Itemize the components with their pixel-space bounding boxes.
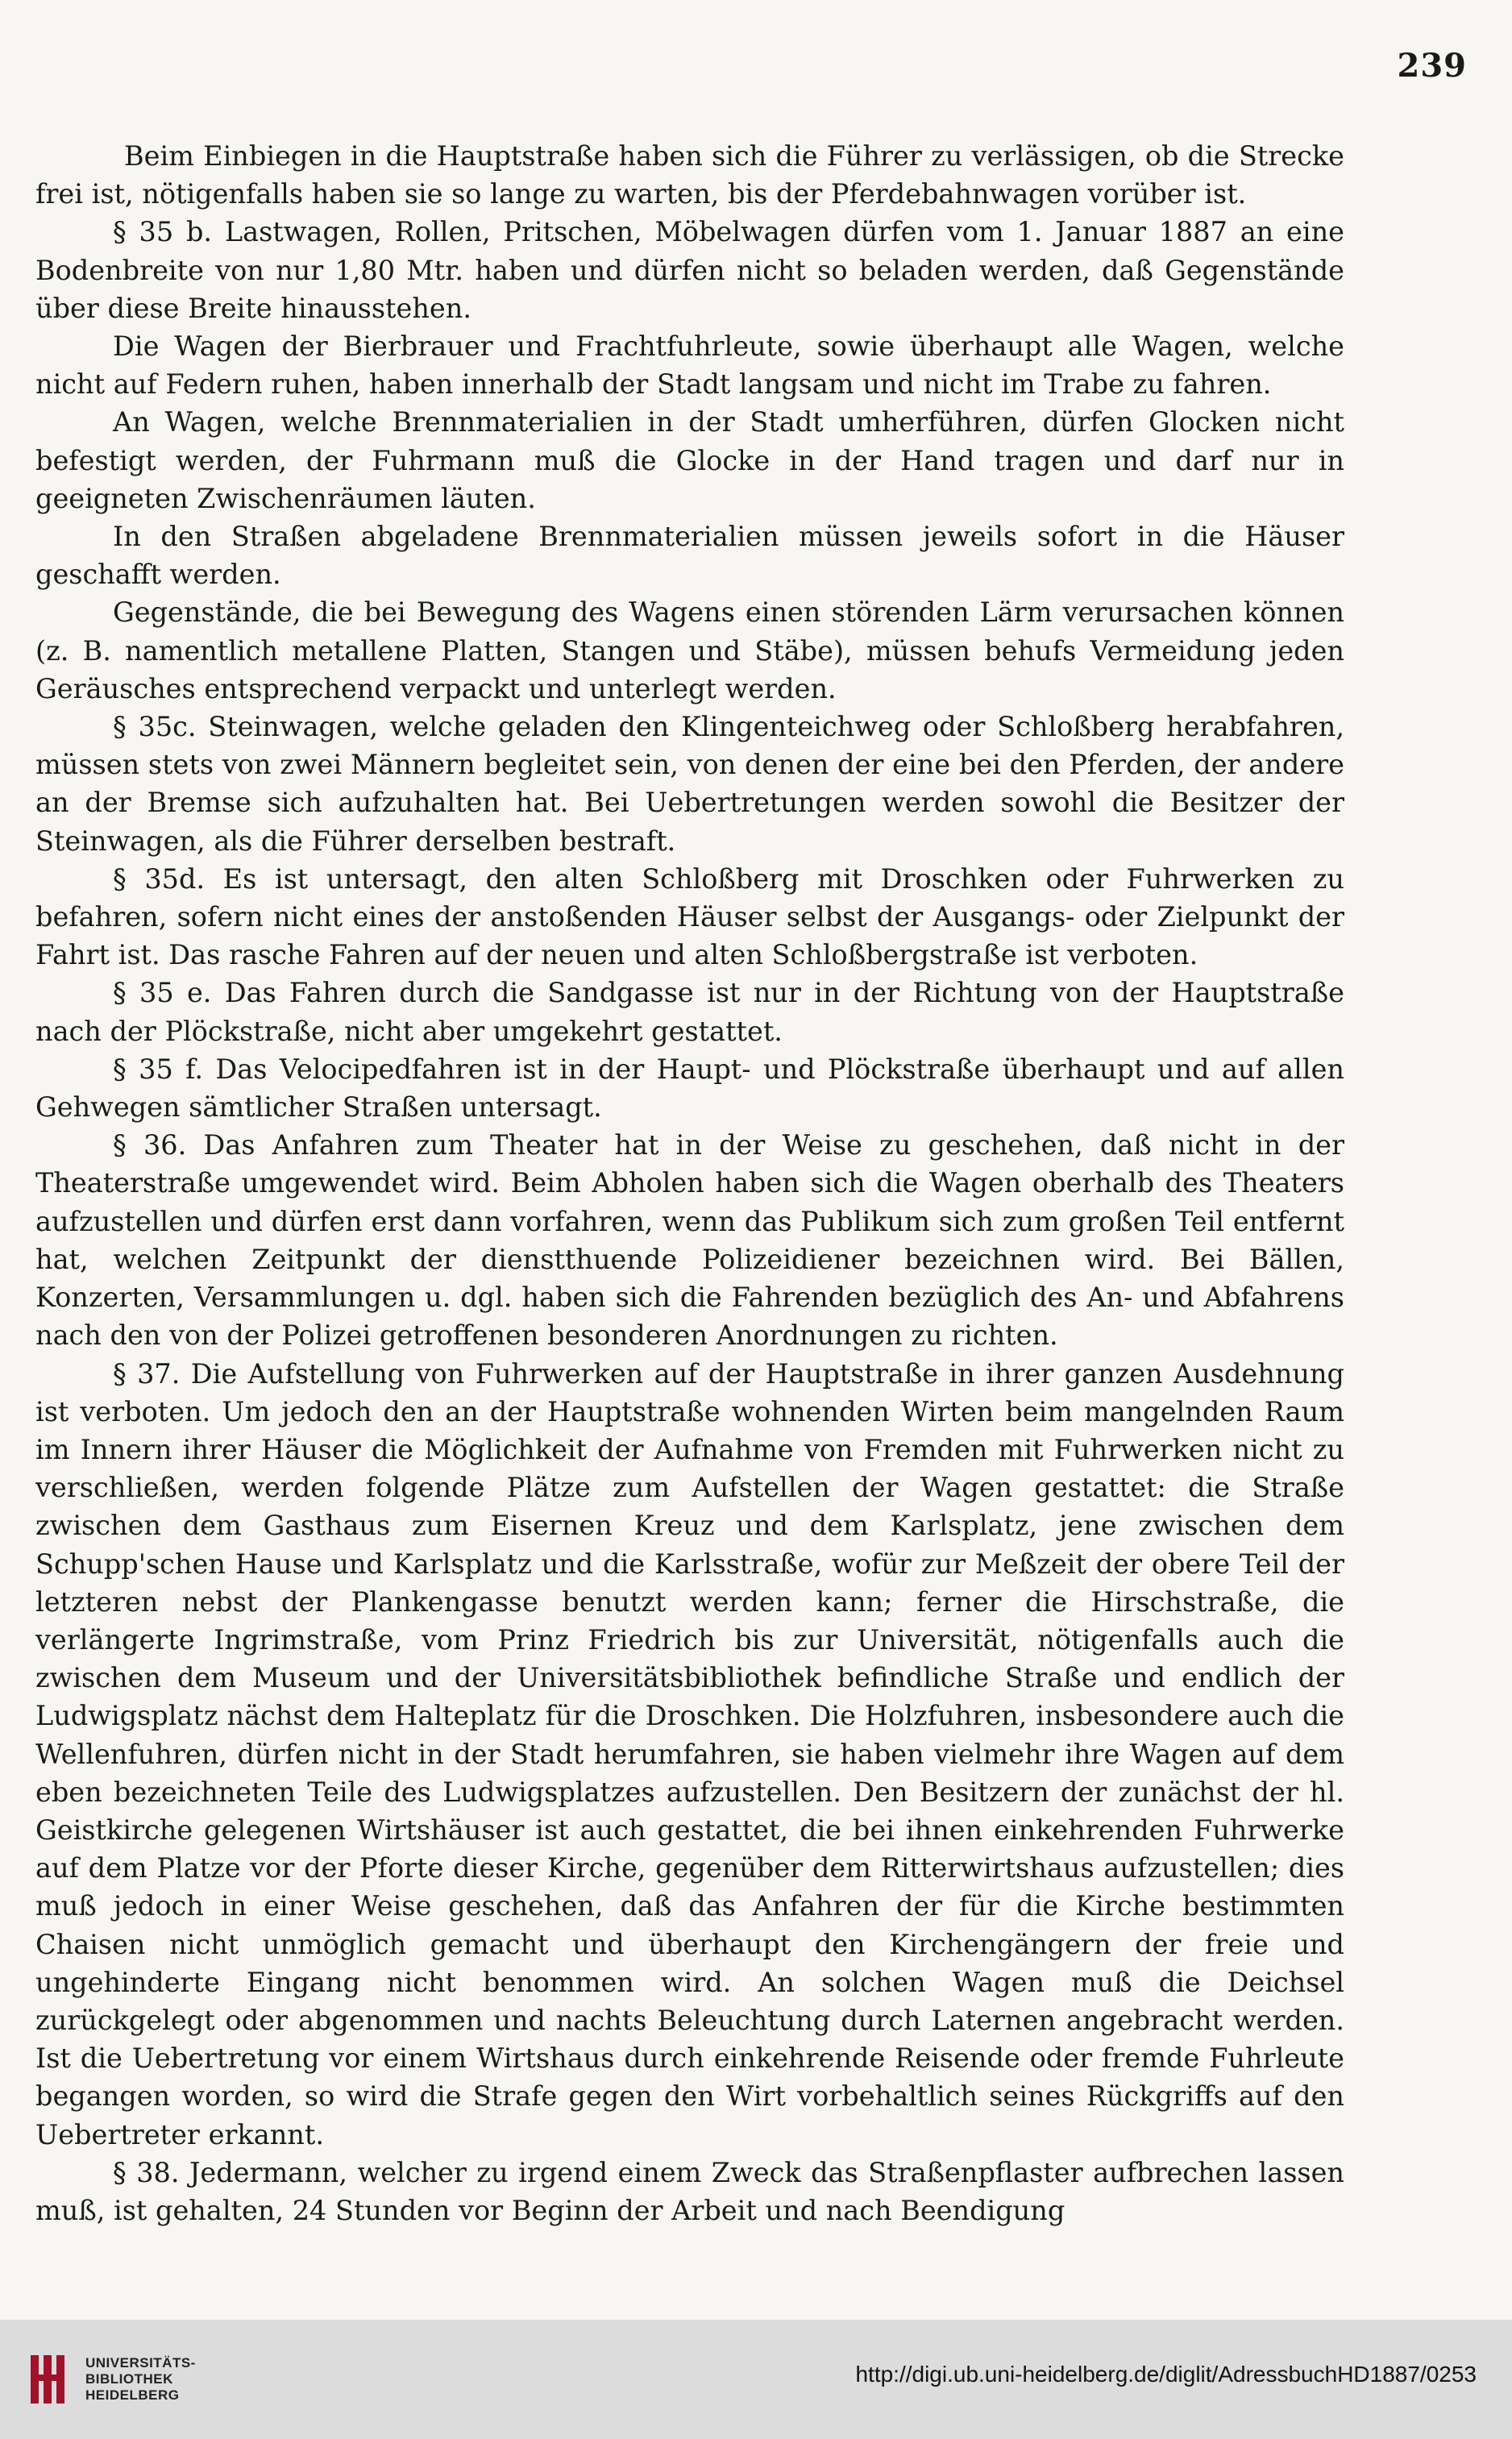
- library-name: [85, 2355, 196, 2404]
- logo-line: UNIVERSITÄTS-: [85, 2355, 196, 2370]
- paragraph: Beim Einbiegen in die Hauptstraße haben sich die Führer zu verlässigen, ob die Strecke frei ist, nötigenfalls haben sie so lange zu warten, bis der Pferdebahnwagen vorüber ist.: [35, 140, 1344, 210]
- logo-line: BIBLIOTHEK: [85, 2371, 173, 2387]
- page-number: 239: [1397, 47, 1467, 85]
- paragraph: Gegenstände, die bei Bewegung des Wagens einen störenden Lärm verursachen können (z. B. namentlich metallene Platten, Stangen und Stäbe), müssen behufs Vermeidung jeden Geräusches entsprechend verpackt und unterlegt werden.: [35, 596, 1344, 704]
- paragraph: § 35 e. Das Fahren durch die Sandgasse ist nur in der Richtung von der Hauptstraße nach der Plöckstraße, nicht aber umgekehrt gestattet.: [35, 977, 1344, 1047]
- paragraph: § 35d. Es ist untersagt, den alten Schloßberg mit Droschken oder Fuhrwerken zu befahren, sofern nicht eines der anstoßenden Häuser selbst der Ausgangs- oder Zielpunkt der Fahrt ist. Das rasche Fahren auf der neuen und alten Schloßbergstraße ist verboten.: [35, 862, 1344, 971]
- library-logo[interactable]: [27, 2344, 237, 2416]
- paragraph: In den Straßen abgeladene Brennmaterialien müssen jeweils sofort in die Häuser geschafft werden.: [35, 521, 1344, 591]
- paragraph: § 38. Jedermann, welcher zu irgend einem Zweck das Straßenpflaster aufbrechen lassen muß, ist gehalten, 24 Stunden vor Beginn der Arbeit und nach Beendigung: [35, 2156, 1344, 2226]
- paragraph: § 35 f. Das Velocipedfahren ist in der Haupt- und Plöckstraße überhaupt und auf allen Gehwegen sämtlicher Straßen untersagt.: [35, 1053, 1344, 1124]
- footer-bar: [0, 2320, 1512, 2439]
- paragraph: § 36. Das Anfahren zum Theater hat in der Weise zu geschehen, daß nicht in der Theaterstraße umgewendet wird. Beim Abholen haben sich die Wagen oberhalb des Theaters aufzustellen und dürfen erst dann vorfahren, wenn das Publikum sich zum großen Teil entfernt hat, welchen Zeitpunkt der dienstthuende Polizeidiener bezeichnen wird. Bei Bällen, Konzerten, Versammlungen u. dgl. haben sich die Fahrenden bezüglich des An- und Abfahrens nach den von der Polizei getroffenen besonderen Anordnungen zu richten.: [35, 1129, 1344, 1352]
- body-text: [35, 137, 1344, 2229]
- logo-line: HEIDELBERG: [85, 2387, 180, 2403]
- paragraph: § 37. Die Aufstellung von Fuhrwerken auf der Hauptstraße in ihrer ganzen Ausdehnung ist verboten. Um jedoch den an der Hauptstraße wohnenden Wirten beim mangelnden Raum im Innern ihrer Häuser die Möglichkeit der Aufnahme von Fremden mit Fuhrwerken nicht zu verschließen, werden folgende Plätze zum Aufstellen der Wagen gestattet: die Straße zwischen dem Gasthaus zum Eisernen Kreuz und dem Karlsplatz, jene zwischen dem Schupp'schen Hause und Karlsplatz und die Karlsstraße, wofür zur Meßzeit der obere Teil der letzteren nebst der Plankengasse benutzt werden kann; ferner die Hirschstraße, die verlängerte Ingrimstraße, vom Prinz Friedrich bis zur Universität, nötigenfalls auch die zwischen dem Museum und der Universitätsbibliothek befindliche Straße und endlich der Ludwigsplatz nächst dem Halteplatz für die Droschken. Die Holzfuhren, insbesondere auch die Wellenfuhren, dürfen nicht in der Stadt herumfahren, sie haben vielmehr ihre Wagen auf dem eben bezeichneten Teile des Ludwigsplatzes aufzustellen. Den Besitzern der zunächst der hl. Geistkirche gelegenen Wirtshäuser ist auch gestattet, die bei ihnen einkehrenden Fuhrwerke auf dem Platze vor der Pforte dieser Kirche, gegenüber dem Ritterwirtshaus aufzustellen; dies muß jedoch in einer Weise geschehen, daß das Anfahren der für die Kirche bestimmten Chaisen nicht unmöglich gemacht und überhaupt den Kirchengängern der freie und ungehinderte Eingang nicht benommen wird. An solchen Wagen muß die Deichsel zurückgelegt oder abgenommen und nachts Beleuchtung durch Laternen angebracht werden. Ist die Uebertretung vor einem Wirtshaus durch einkehrende Reisende oder fremde Fuhrleute begangen worden, so wird die Strafe gegen den Wirt vorbehaltlich seines Rückgriffs auf den Uebertreter erkannt.: [35, 1357, 1344, 2150]
- paragraph: § 35 b. Lastwagen, Rollen, Pritschen, Möbelwagen dürfen vom 1. Januar 1887 an eine Bodenbreite von nur 1,80 Mtr. haben und dürfen nicht so beladen werden, daß Gegenstände über diese Breite hinausstehen.: [35, 216, 1344, 324]
- source-url-link[interactable]: http://digi.ub.uni-heidelberg.de/diglit/AdressbuchHD1887/0253: [855, 2362, 1477, 2387]
- paragraph: § 35c. Steinwagen, welche geladen den Klingenteichweg oder Schloßberg herabfahren, müssen stets von zwei Männern begleitet sein, von denen der eine bei den Pferden, der andere an der Bremse sich aufzuhalten hat. Bei Uebertretungen werden sowohl die Besitzer der Steinwagen, als die Führer derselben bestraft.: [35, 711, 1344, 857]
- library-seal-icon: [27, 2350, 76, 2408]
- paragraph: Die Wagen der Bierbrauer und Frachtfuhrleute, sowie überhaupt alle Wagen, welche nicht auf Federn ruhen, haben innerhalb der Stadt langsam und nicht im Trabe zu fahren.: [35, 330, 1344, 401]
- paragraph: An Wagen, welche Brennmaterialien in der Stadt umherführen, dürfen Glocken nicht befestigt werden, der Fuhrmann muß die Glocke in der Hand tragen und darf nur in geeigneten Zwischenräumen läuten.: [35, 406, 1344, 514]
